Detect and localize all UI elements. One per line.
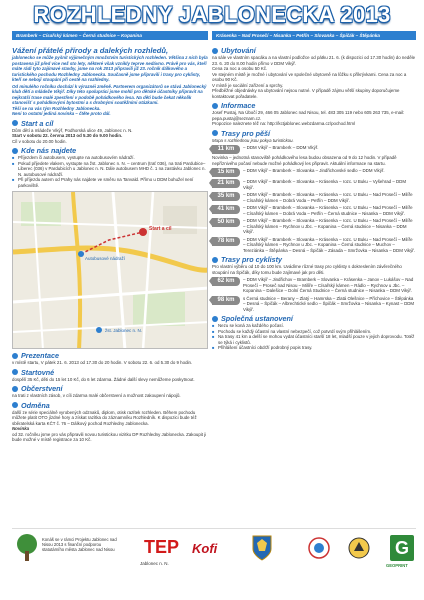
walk-sub: Mapa s rozhlednou jsou pokya turistickou.	[212, 137, 294, 143]
trail-row	[212, 218, 416, 235]
fee-icon	[12, 369, 18, 375]
accommodation-heading	[212, 46, 416, 55]
trail-text: – DDM Vikýř – Bramberk – DDM Vikýř.	[243, 145, 319, 150]
trail-row	[212, 192, 416, 203]
reward-news-text: od 32. ročníku jsme pro vás připravili novou turistickou vizitku DP Rozhledny Jablonecka. Zakoupit ji bude možné v místě registrace za 10 Kč.	[12, 431, 207, 442]
directions-list	[12, 155, 208, 188]
trail-distance-badge: 35 km	[212, 192, 240, 201]
trail-text: – DDM Vikýř – Bramberk – Slovanka – Krásenka – rozc. U Buku – Nad Prosečí – Milíře – Císařský kámen – Rychnov u Jbc. – Kopanina – Černá studnice – Nisanka – DDM Vikýř.	[243, 218, 413, 234]
trail-distance-badge: 98 km	[212, 296, 240, 305]
intro-text-4: Neni to ostatní jediná novinka – čtěte proto dál.	[12, 111, 111, 116]
geoprint-logo-text: GEOPRINT	[386, 563, 408, 568]
bed-icon	[212, 48, 218, 54]
info-link[interactable]: Propozice naleznete též na: http://kctjablonec.webzdarma.cz/pochod.html	[212, 121, 356, 126]
fee-heading	[12, 368, 208, 377]
rules-heading	[212, 314, 416, 323]
presentation-text: v místě startu, V pátek 21. 6. 2013 od 17.30 do 20 hodin. V sobotu 22. 6. od 5.30 do 9 hodin.	[12, 360, 193, 365]
tree-logo-icon	[14, 533, 40, 563]
trail-distance-badge: 41 km	[212, 205, 240, 214]
trail-text: – DDM Vikýř – Bramberk – Slovanka – Krásenka – rozc. U Buku – Vyšehrad – DDM Vikýř.	[243, 179, 407, 190]
presentation-heading	[12, 351, 208, 360]
info-heading-text: Informace	[221, 101, 256, 110]
rules-list	[212, 323, 416, 351]
trail-distance-badge: 15 km	[212, 168, 240, 177]
accommodation-line-2: Cena za noc a osobu 50 Kč.	[212, 66, 268, 71]
right-column	[212, 44, 416, 351]
bike-sub: Pro vlastní výběru od 10 do 100 km. Uvádíme různé trasy pro cyklisty s dokreslením závěrečného stoupání na Špičák, díky tomu bude zajímavé jak pro děti.	[212, 264, 402, 275]
emblem-logo-icon	[348, 537, 370, 559]
trail-row	[212, 145, 416, 154]
info-icon	[212, 103, 218, 109]
walk-heading	[212, 129, 416, 138]
start-line-1: Dům dětí a mládeže Vikýř, Podhorská ulice 49, Jablonec n. N.	[12, 127, 133, 133]
trail-distance-badge: 11 km	[212, 145, 240, 154]
kofi-logo: Kofi	[192, 541, 218, 556]
trail-distance-badge: 21 km	[212, 179, 240, 188]
refreshment-text: na trati z vlastních zásob, v cíli zdarma malé občerstvení a možnost zakoupení nápojů.	[12, 393, 181, 398]
start-line-2: Start v sobotu 22. června 2013 od 5.30 do 9.00 hodin.	[12, 133, 123, 138]
reward-heading-text: Odměna	[21, 400, 50, 410]
presentation-heading-text: Prezentace	[21, 351, 59, 360]
trail-text: – DDM Vikýř – Bramberk – Slovanka – Krásenka – rozc. U Buku – Nad Prosečí – Milíře – Císařský kámen – Dobrá Voda – Petřín – DDM Vikýř.	[243, 192, 413, 203]
coat-of-arms-icon	[252, 535, 272, 561]
bicycle-icon	[212, 257, 218, 263]
trail-row	[212, 179, 416, 190]
list-item: ■ Nezu se koná za každého počasí.	[212, 323, 416, 329]
bike-heading-text: Trasy pro cyklisty	[221, 255, 282, 264]
refreshment-heading-text: Občerstvení	[21, 384, 63, 393]
trail-text: s Černá studnice – Berany – Zlatý – Hamrska – Zlatá Olešnice – Příchovice – Štěpánka – Desná – Špičák – Albrechtické sedlo – Špičák – Smržovka – Nisanka – Kynast – DDM Vikýř.	[243, 295, 415, 312]
list-item: ■ Příjezdem či autobusem, vystupte na autobusovém nádraží.	[12, 155, 208, 161]
trail-text: – DDM Vikýř – Jindřichov – Bramberk – Slovanka – Krásenka – Janov – Lukášov – Nad Prosečí – Proseč nad Nisou – Milíře – Císařský kámen – Rádlo – Rychnov u Jbc. – Kopanina – Dalešice – Dolní Černá Studnice – Černá studnice – Nisanka – DDM Vikýř.	[243, 277, 414, 293]
svg-text:G: G	[394, 538, 410, 558]
right-route-bar: Krásenka – Nad Prosečí – Nisanka – Petřín – Slovanka – Špičák – Štěpánka	[212, 31, 416, 40]
trail-distance-badge: 78 km	[212, 237, 240, 246]
accommodation-line-5: Předběžné objednávky na ubytování nejsou nutné. V případě zájmu větší skupiny doporučujeme kontaktovat pořadatele.	[212, 88, 400, 99]
left-route-bar: Bramberk – Císařský kámen – Černá studnice – Kopanina	[12, 31, 208, 40]
trail-text: – DDM Vikýř – Bramberk – Slovanka – Krásenka – rozc. U Buku – Nad Prosečí – Milíře – Císařský kámen – Dobrá Voda – Petřín – Černá studnice – Nisanka – DDM Vikýř.	[243, 205, 413, 216]
parking-heading	[12, 146, 208, 155]
tep-logo: TEP	[144, 537, 180, 557]
trail-note: Novinka – jednotná stanoviště pohádkového lesa budou obsazena od 9 do 12 hodin. V případě nepříznivého počasí nebude možné pohádkový les připravit. Aktuální informace na startu.	[212, 155, 397, 166]
map-label-bus: Autobusové nádraží	[85, 256, 126, 261]
start-heading	[12, 119, 208, 128]
hiker-icon	[212, 130, 218, 136]
city-map	[12, 191, 208, 349]
reward-text: další ze série speciálně vyrobených odznaků, diplom, otisk razítek rozhleden. Během pochodu můžete platit OTO jízdné hory a získat razítka do záznamníku Rozhledník. K dispozici bude též sběratelská karta KČT č. 76 – Dálkový pochod Rozhledny Jablonecka.	[12, 409, 197, 426]
intro-text-2: Od minulého ročníku dochází k výraznéi změně. Partnerem organizátorů se stává Jablonecký klub dětí a mládeže Vikýř. Díky této spolupráci jsme mohli pro dětské účastníky připravit na nejkratší trase malé zpestření v podobě pohádkového lesa. Na děti bude čekat několik stanovišť s pohádkovými bytostmi a s drobnými soutěžními otázkami.	[12, 83, 207, 105]
map-label-station: žst. Jablonec n. N.	[105, 328, 143, 333]
trail-text: – DDM Vikýř – Bramberk – Slovanka – Jindřichovské sedlo – DDM Vikýř.	[243, 168, 385, 173]
intro-text-3: Těší se na vás tým Rozhledny Jablonecka.	[12, 105, 101, 111]
trail-distance-badge: 62 km	[212, 277, 240, 286]
info-contact: Josef Pustaj, Na Úbočí 29, 466 05 Jablonec nad Nisou, tel. 483 305 119 nebo 605 263 735, e-mail: pepa.pustaj@seznam.cz.	[212, 110, 405, 121]
list-item: ■ Na trasy 41 km a delší se mohou vydat účastníci starší 18 let, mladší pouze v jejich doprovodu. Totéž se týká i cyklistů.	[212, 334, 416, 345]
start-line-3: Cíl v sobotu do 20.00 hodin.	[12, 138, 67, 144]
list-item: ■ Při příjezdu autem od Prahy nás najdete ve směru na Tanvald. Přímo u DDM bohužel není parkoviště.	[12, 177, 208, 188]
walk-heading-text: Trasy pro pěší	[221, 128, 271, 138]
start-icon	[12, 120, 18, 126]
presentation-icon	[12, 353, 18, 359]
trail-row	[212, 168, 416, 177]
club-logo-icon	[308, 537, 330, 559]
info-heading	[212, 101, 416, 110]
list-item: ■ Přihlášení účastníci obdrží podrobný popis trasy.	[212, 345, 416, 351]
tep-logo-subtitle: Jablonec n. N.	[140, 561, 169, 566]
left-column	[12, 44, 208, 443]
intro-heading: Vážení přátelé přírody a dalekých rozhledů,	[12, 46, 169, 55]
trail-row	[212, 205, 416, 216]
bike-trail-row	[212, 277, 416, 294]
trail-row	[212, 237, 416, 254]
accommodation-line-4: V místě je sociální zařízení a sprchy.	[212, 82, 284, 88]
rules-heading-text: Společná ustanovení	[221, 314, 293, 323]
accommodation-line-3: Ve stejném místě je možné i ubytování ve společné ubytovně na lůžku s příkrývkami. Cena za noc a osobu 90 Kč.	[212, 71, 407, 82]
location-icon	[12, 148, 18, 154]
bike-heading	[212, 255, 416, 264]
geoprint-logo-icon	[390, 535, 414, 561]
reward-news-label: Novinka	[12, 426, 30, 431]
map-graphic	[13, 192, 208, 349]
refreshment-icon	[12, 386, 18, 392]
fee-text: dospělí 35 Kč, děti do 15 let 10 Kč, do 6 let zdarma. Žádné další slevy nemůžeme poskytnout.	[12, 376, 195, 382]
start-heading-text: Start a cíl	[21, 118, 54, 128]
trail-text: – DDM Vikýř – Bramberk – Slovanka – Krásenka – rozc. U Buku – Nad Prosečí – Milíře – Císařský kámen – Rychnov u Jbc. – Kopanina – Černá studnice – Muchov – Tereziánka – Štěpánka – Desná – Špičák – Zásada – Smržovka – Nisanka – DDM Vikýř.	[243, 236, 415, 253]
sponsor-text: Konáš se v rámci Projektu Jablonec nad Nisou 2013 s finanční podporou statutárního města Jablonec nad Nisou	[42, 537, 117, 553]
reward-icon	[12, 402, 18, 408]
list-item: ■ Pokud přijedete vlakem, vystupte na žst. Jablonec n. N. – centrum (trať 036), na trati Pardubice–Liberec (036) v Pardubicích u Jablonec n. N. Dále autobusem MHD č. 1 na zastávku Jablonec n. N. autobusové nádraží.	[12, 161, 208, 178]
rules-icon	[212, 316, 218, 322]
footer	[12, 528, 416, 588]
map-label-start: Start a cíl	[149, 226, 172, 232]
fee-heading-text: Startovné	[21, 367, 55, 377]
accommodation-heading-text: Ubytování	[221, 46, 256, 55]
intro-text: jablonecko se může pyšnit výjimečným množstvím turistických rozhleden. Většina z nich byla postavena již před více než sto lety, některé však vznikly teprve nedávno. Právě pro vás, kteří máte rádi tyto zajímavé stavby, jsme na rok 2013 připravili již 23. ročník dálkového a turistického pochodu Rozhledny Jablonecka. Současně jsme připravili i trasy pro cyklisty, kteří se nebojí stoupání při cestě na rozhledny.	[12, 55, 208, 82]
reward-heading	[12, 401, 208, 410]
refreshment-heading	[12, 384, 208, 393]
page-title: ROZHLEDNY JABLONECKA 2013	[33, 2, 391, 27]
list-item: ■ Pochodu se každý účastní na vlastní nebezpečí, což potvrdí svým přihlášením.	[212, 329, 416, 335]
trail-distance-badge: 50 km	[212, 218, 240, 227]
bike-trail-row	[212, 296, 416, 313]
parking-heading-text: Kde nás najdete	[21, 146, 77, 155]
accommodation-text: na sále ve vlastním spacáku a na vlastní podložce od pátku 21. 6. (k dispozici od 17.30 hodin) do neděle 23. 6. 20 do 8.00 hodin přímo v DDM Vikýř.	[212, 55, 416, 66]
